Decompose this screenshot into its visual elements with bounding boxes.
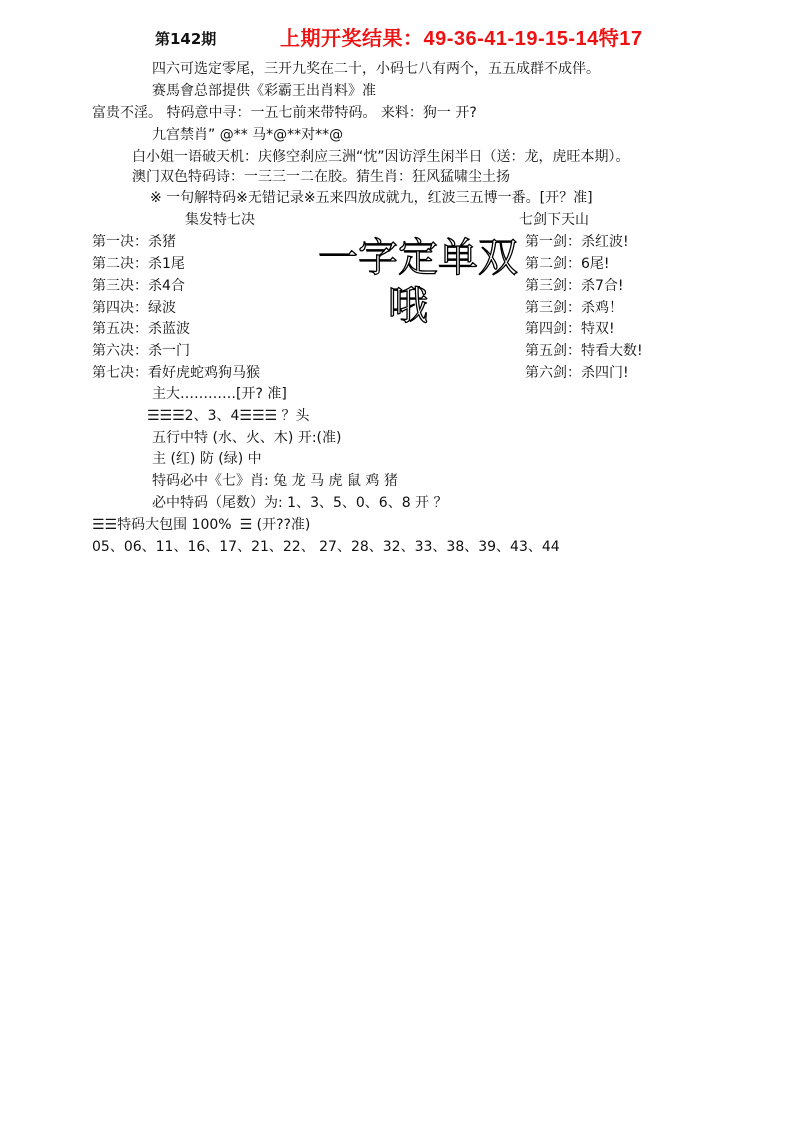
bottom-line-3: 五行中特 (水、火、木) 开:(准) — [152, 430, 342, 446]
bar-symbol-icon: ☰ — [239, 517, 253, 533]
text-line-6: 澳门双色特码诗：一三三一二在胶。猜生肖：狂风猛啸尘土扬 — [132, 169, 510, 185]
left-item: 第一决：杀猪 — [92, 234, 176, 250]
bottom-line-6: 必中特码（尾数）为: 1、3、5、0、6、8 开 ？ — [152, 495, 448, 511]
bottom-line-7-text: 特码大包围 100% — [117, 517, 232, 533]
bar-symbol-icon: ☰☰ — [92, 517, 118, 533]
right-item: 第四剑：特双! — [525, 321, 615, 337]
right-item: 第五剑：特看大数! — [525, 343, 643, 359]
center-headline-2: 哦 — [388, 283, 428, 329]
text-line-5: 白小姐一语破天机：庆修空刹应三洲“忱”因访浮生闲半日（送：龙，虎旺本期）。 — [132, 149, 630, 165]
text-line-2: 赛馬會总部提供《彩霸王出肖料》准 — [152, 83, 376, 99]
right-block-title: 七剑下天山 — [519, 212, 589, 228]
bar-symbol-icon: ☰☰☰ — [239, 408, 278, 424]
previous-result: 上期开奖结果：49-36-41-19-15-14特17 — [280, 28, 643, 50]
center-headline-1: 一字定单双 — [318, 235, 518, 281]
right-item: 第三剑：杀7合! — [525, 278, 624, 294]
issue-number: 第142期 — [155, 30, 217, 48]
bottom-line-5: 特码必中《七》肖: 兔 龙 马 虎 鼠 鸡 猪 — [152, 473, 398, 489]
bottom-line-2 — [147, 407, 310, 425]
left-item: 第七决：看好虎蛇鸡狗马猴 — [92, 365, 260, 381]
left-item: 第六决：杀一门 — [92, 343, 190, 359]
bar-symbol-icon: ☰☰☰ — [147, 408, 185, 424]
left-item: 第二决：杀1尾 — [92, 256, 185, 272]
number-list: 05、06、11、16、17、21、22、 27、28、32、33、38、39、43、44 — [92, 539, 560, 555]
right-item: 第二剑：6尾! — [525, 256, 610, 272]
left-item: 第三决：杀4合 — [92, 278, 185, 294]
left-block-title: 集发特七决 — [185, 212, 255, 228]
bottom-line-2-text: 2、3、4 — [184, 408, 240, 424]
text-line-1: 四六可选定零尾，三开九奖在二十，小码七八有两个，五五成群不成伴。 — [152, 61, 600, 77]
right-item: 第六剑：杀四门! — [525, 365, 629, 381]
bottom-line-7-tail: (开??准) — [252, 517, 311, 533]
bottom-line-4: 主 (红) 防 (绿) 中 — [152, 451, 262, 467]
left-item: 第五决：杀蓝波 — [92, 321, 190, 337]
left-item: 第四决：绿波 — [92, 300, 176, 316]
text-line-3: 富贵不淫。 特码意中寻：一五七前来带特码。 来料：狗一 开? — [92, 105, 477, 121]
right-item: 第一剑：杀红波! — [525, 234, 629, 250]
text-line-4: 九宫禁肖” @** 马*@**对**@ — [152, 127, 344, 143]
bottom-line-7 — [92, 516, 310, 534]
bottom-line-1: 主大…………[开? 准] — [152, 386, 287, 402]
bottom-line-2-tail: ？头 — [277, 408, 310, 424]
text-line-7: ※ 一句解特码※无错记录※五来四放成就九，红波三五博一番。[开？准] — [150, 190, 593, 206]
right-item: 第三剑：杀鸡！ — [525, 300, 623, 316]
